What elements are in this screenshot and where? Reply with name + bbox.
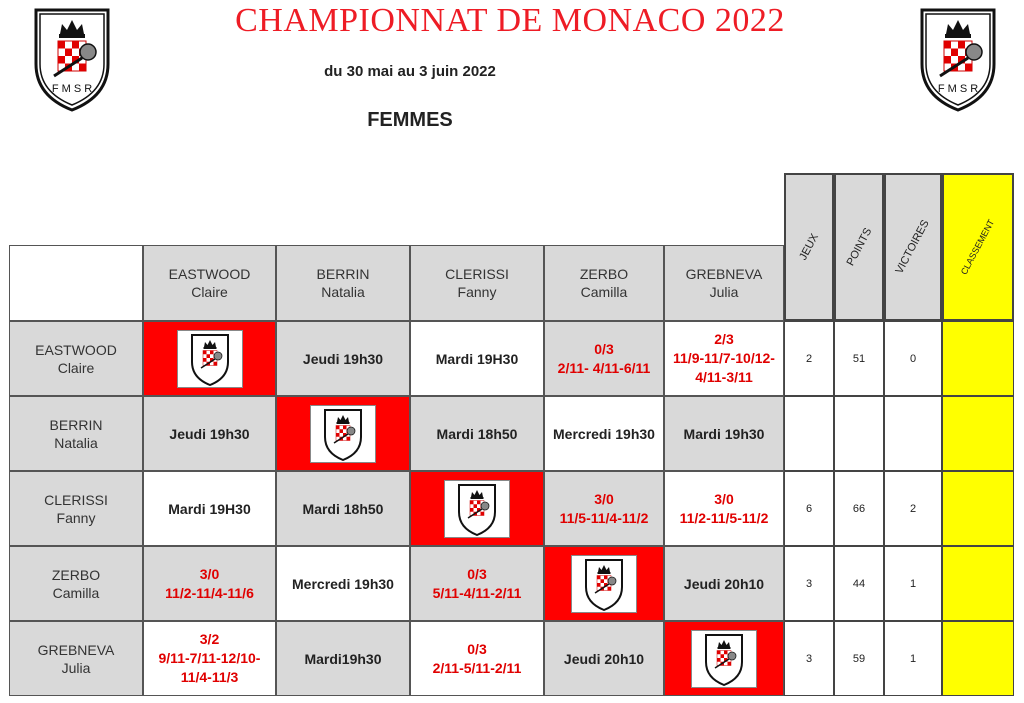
corner-cell bbox=[9, 245, 143, 321]
player-first-name: Natalia bbox=[54, 434, 98, 451]
match-game-scores: 4/11-3/11 bbox=[695, 369, 753, 385]
stat-victoires-cell bbox=[884, 621, 942, 696]
stat-header-classement bbox=[942, 173, 1014, 321]
match-game-scores: 2/11- 4/11-6/11 bbox=[557, 359, 651, 376]
match-schedule-cell bbox=[410, 321, 544, 396]
stat-classement-cell bbox=[942, 321, 1014, 396]
player-first-name: Camilla bbox=[580, 284, 628, 300]
column-header-zerbo bbox=[544, 245, 664, 321]
stat-classement-cell bbox=[942, 621, 1014, 696]
match-result-cell bbox=[664, 321, 784, 396]
player-first-name: Fanny bbox=[56, 509, 96, 526]
section-title: FEMMES bbox=[367, 109, 453, 131]
diagonal-cell bbox=[544, 546, 664, 621]
match-schedule: Jeudi 20h10 bbox=[683, 575, 765, 592]
player-first-name: Natalia bbox=[321, 284, 365, 300]
player-first-name: Julia bbox=[61, 659, 91, 676]
match-schedule-cell bbox=[664, 396, 784, 471]
match-score: 3/0 bbox=[594, 490, 614, 507]
match-game-scores: 11/2-11/4-11/6 bbox=[165, 584, 254, 601]
match-schedule: Mardi 19h30 bbox=[683, 425, 765, 442]
player-first-name: Julia bbox=[709, 284, 739, 300]
player-last-name: ZERBO bbox=[579, 266, 629, 282]
column-header-grebneva bbox=[664, 245, 784, 321]
match-result-cell bbox=[544, 471, 664, 546]
match-score: 0/3 bbox=[467, 640, 487, 657]
match-score: 2/3 bbox=[714, 331, 734, 347]
match-schedule-cell bbox=[143, 471, 276, 546]
player-last-name: EASTWOOD bbox=[168, 266, 251, 282]
stat-victoires-value: 1 bbox=[909, 652, 917, 665]
diagonal-cell bbox=[143, 321, 276, 396]
stat-points-value: 66 bbox=[852, 502, 866, 515]
match-game-scores: 11/2-11/5-11/2 bbox=[679, 509, 769, 526]
match-schedule: Jeudi 19h30 bbox=[302, 350, 384, 367]
fmsr-crest-icon bbox=[310, 405, 376, 463]
match-schedule: Mardi 18h50 bbox=[436, 425, 518, 442]
stat-jeux-cell bbox=[784, 621, 834, 696]
player-last-name: BERRIN bbox=[316, 266, 370, 282]
stat-points-cell bbox=[834, 621, 884, 696]
player-last-name: CLERISSI bbox=[44, 491, 108, 508]
fmsr-crest-icon bbox=[918, 4, 998, 112]
match-schedule-cell bbox=[544, 396, 664, 471]
svg-text:F M S R: F M S R bbox=[51, 83, 93, 95]
diagonal-cell bbox=[664, 621, 784, 696]
player-last-name: CLERISSI bbox=[445, 266, 509, 282]
match-schedule: Mercredi 19h30 bbox=[292, 575, 394, 592]
stat-points-cell bbox=[834, 321, 884, 396]
player-first-name: Camilla bbox=[52, 584, 100, 601]
stat-jeux-value: 3 bbox=[805, 652, 813, 665]
match-game-scores: 2/11-5/11-2/11 bbox=[432, 659, 522, 676]
match-score: 3/2 bbox=[199, 631, 220, 647]
row-header-eastwood bbox=[9, 321, 143, 396]
stat-victoires-cell bbox=[884, 396, 942, 471]
match-schedule: Mardi 18h50 bbox=[302, 500, 384, 517]
stat-victoires-cell bbox=[884, 546, 942, 621]
stat-header-victoires bbox=[884, 173, 942, 321]
fmsr-crest-icon bbox=[691, 630, 757, 688]
date-range: du 30 mai au 3 juin 2022 bbox=[324, 63, 496, 80]
stat-header-label: POINTS bbox=[844, 226, 874, 268]
stat-points-cell bbox=[834, 396, 884, 471]
match-schedule-cell bbox=[276, 546, 410, 621]
column-header-berrin bbox=[276, 245, 410, 321]
match-game-scores: 11/4-11/3 bbox=[180, 669, 239, 685]
stat-header-label: VICTOIRES bbox=[893, 218, 933, 276]
row-header-zerbo bbox=[9, 546, 143, 621]
stat-victoires-value: 0 bbox=[909, 352, 917, 365]
match-result-cell bbox=[143, 621, 276, 696]
match-schedule: Mercredi 19h30 bbox=[553, 425, 655, 442]
match-score: 0/3 bbox=[467, 565, 487, 582]
match-game-scores: 11/9-11/7-10/12- bbox=[673, 350, 775, 366]
fmsr-crest-icon bbox=[177, 330, 243, 388]
stat-victoires-cell bbox=[884, 321, 942, 396]
player-last-name: EASTWOOD bbox=[35, 341, 117, 358]
match-result-cell bbox=[664, 471, 784, 546]
player-first-name: Claire bbox=[57, 359, 95, 376]
stat-jeux-value: 6 bbox=[805, 502, 813, 515]
player-last-name: BERRIN bbox=[49, 416, 103, 433]
match-schedule: Mardi 19H30 bbox=[435, 350, 519, 367]
player-first-name: Claire bbox=[191, 284, 228, 300]
match-schedule: Mardi19h30 bbox=[304, 650, 382, 667]
fmsr-crest-icon bbox=[444, 480, 510, 538]
stat-classement-cell bbox=[942, 546, 1014, 621]
row-header-grebneva bbox=[9, 621, 143, 696]
match-schedule: Mardi 19H30 bbox=[168, 500, 251, 517]
stat-points-value: 51 bbox=[852, 352, 866, 365]
match-schedule-cell bbox=[276, 471, 410, 546]
match-schedule-cell bbox=[276, 621, 410, 696]
fmsr-logo-left bbox=[32, 4, 112, 112]
stat-points-cell bbox=[834, 546, 884, 621]
stat-header-points bbox=[834, 173, 884, 321]
stat-victoires-value: 1 bbox=[909, 577, 917, 590]
row-header-clerissi bbox=[9, 471, 143, 546]
match-result-cell bbox=[143, 546, 276, 621]
match-schedule-cell bbox=[544, 621, 664, 696]
match-schedule: Jeudi 19h30 bbox=[169, 425, 250, 442]
match-result-cell bbox=[410, 546, 544, 621]
match-game-scores: 11/5-11/4-11/2 bbox=[559, 509, 649, 526]
page-title: CHAMPIONNAT DE MONACO 2022 bbox=[235, 2, 785, 39]
player-last-name: GREBNEVA bbox=[685, 266, 763, 282]
stat-points-value: 59 bbox=[852, 652, 866, 665]
match-score: 3/0 bbox=[714, 490, 734, 507]
match-result-cell bbox=[410, 621, 544, 696]
stat-jeux-cell bbox=[784, 471, 834, 546]
match-schedule: Jeudi 20h10 bbox=[563, 650, 645, 667]
stat-classement-cell bbox=[942, 471, 1014, 546]
match-schedule-cell bbox=[276, 321, 410, 396]
stat-header-label: CLASSEMENT bbox=[959, 217, 997, 277]
stat-jeux-cell bbox=[784, 546, 834, 621]
stat-classement-cell bbox=[942, 396, 1014, 471]
stat-victoires-value: 2 bbox=[909, 502, 917, 515]
svg-text:F M S R: F M S R bbox=[937, 83, 979, 95]
fmsr-crest-icon bbox=[571, 555, 637, 613]
player-last-name: ZERBO bbox=[51, 566, 101, 583]
stat-header-label: JEUX bbox=[797, 231, 821, 263]
player-last-name: GREBNEVA bbox=[37, 641, 115, 658]
match-game-scores: 5/11-4/11-2/11 bbox=[432, 584, 522, 601]
stat-jeux-value: 3 bbox=[805, 577, 813, 590]
stat-header-jeux bbox=[784, 173, 834, 321]
row-header-berrin bbox=[9, 396, 143, 471]
match-schedule-cell bbox=[410, 396, 544, 471]
column-header-eastwood bbox=[143, 245, 276, 321]
fmsr-crest-icon bbox=[32, 4, 112, 112]
stat-jeux-cell bbox=[784, 396, 834, 471]
stat-victoires-cell bbox=[884, 471, 942, 546]
match-score: 3/0 bbox=[199, 565, 220, 582]
stat-jeux-cell bbox=[784, 321, 834, 396]
match-game-scores: 9/11-7/11-12/10- bbox=[158, 650, 261, 666]
diagonal-cell bbox=[410, 471, 544, 546]
stat-jeux-value: 2 bbox=[805, 352, 813, 365]
column-header-clerissi bbox=[410, 245, 544, 321]
stat-points-cell bbox=[834, 471, 884, 546]
stat-points-value: 44 bbox=[852, 577, 866, 590]
match-score: 0/3 bbox=[594, 340, 614, 357]
match-schedule-cell bbox=[143, 396, 276, 471]
player-first-name: Fanny bbox=[457, 284, 497, 300]
match-schedule-cell bbox=[664, 546, 784, 621]
match-result-cell bbox=[544, 321, 664, 396]
fmsr-logo-right bbox=[918, 4, 998, 112]
diagonal-cell bbox=[276, 396, 410, 471]
